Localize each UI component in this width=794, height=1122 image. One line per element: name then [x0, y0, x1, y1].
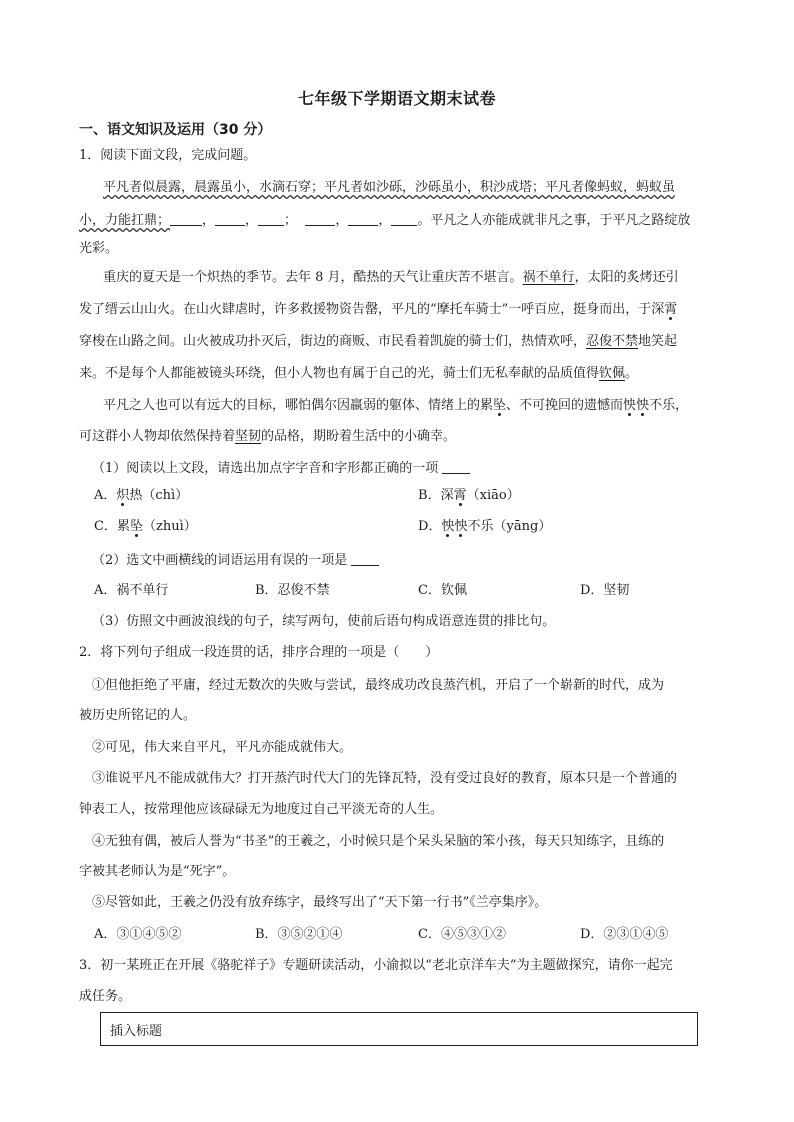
q1-sub2-option-d: D．坚韧 [580, 583, 630, 598]
q2-sentence-2: ②可见，伟大来自平凡，平凡亦能成就伟大。 [92, 740, 353, 755]
q1-stem: 1．阅读下面文段，完成问题。 [79, 148, 257, 163]
q2-option-c: C．④⑤③①② [418, 927, 506, 942]
underlined-word-renjunbujin: 忍俊不禁 [586, 334, 639, 349]
text-run: （1）阅读以上文段，请选出加点字字音和字形都正确的一项 [92, 461, 439, 476]
q1-para3-line1 [103, 396, 688, 416]
sentence-tail: 。平凡之人亦能成就非凡之事，于平凡之路绽放 [417, 213, 691, 228]
q2-sentence-1-line2: 被历史所铭记的人。 [79, 708, 197, 723]
q2-option-a: A．③①④⑤② [94, 927, 182, 942]
text-char: ì [179, 519, 184, 534]
q1-sub2 [92, 551, 379, 571]
dotted-char-chi: 炽 [116, 488, 130, 503]
q2-sentence-3-line2: 钟表工人，按常理他应该碌碌无为地度过自己平淡无奇的人生。 [79, 802, 444, 817]
q2-sentence-1-line1: ①但他拒绝了平庸，经过无数次的失败与尝试，最终成功改良蒸汽机，开启了一个崭新的时代，成为 [92, 678, 665, 693]
text-char: 深 [440, 488, 454, 503]
wavy-sentence-part1: 平凡者似晨露，晨露虽小，水滴石穿；平凡者如沙砾，沙砾虽小，积沙成塔；平凡者像蚂蚁，蚂蚁虽 [103, 180, 676, 195]
text-run: 平凡之人也可以有远大的目标，哪怕偶尔因羸弱的躯体、情绪上的累 [103, 398, 494, 413]
q1-sub1 [92, 459, 470, 479]
q1-sub3: （3）仿照文中画波浪线的句子，续写两句，使前后语句构成语意连贯的排比句。 [92, 614, 556, 629]
q2-option-d: D．②③①④⑤ [580, 927, 669, 942]
q1-sub1-option-d [418, 517, 551, 537]
q2-sentence-3-line1: ③谁说平凡不能成就伟大？打开蒸汽时代大门的先锋瓦特，没有受过良好的教育，原本只是一个普通的 [92, 771, 678, 786]
text-char: ． [427, 488, 441, 503]
q1-wavy-line-1 [103, 178, 675, 198]
separator: ， [378, 213, 392, 228]
text-char: x [479, 488, 487, 503]
wavy-sentence-part2: 小，力能扛鼎； [79, 213, 171, 228]
text-run: 的品格，期盼着生活中的小确幸。 [261, 429, 457, 444]
title-box-text: 插入标题 [110, 1024, 163, 1039]
text-char: 不 [467, 519, 481, 534]
dotted-char-yang-2: 怏 [636, 398, 650, 413]
dotted-char-zhui: 坠 [493, 398, 507, 413]
text-char: ． [103, 519, 117, 534]
fill-blank [391, 211, 417, 226]
q1-para2-line2 [79, 300, 677, 320]
q1-sub2-option-c: C．钦佩 [418, 583, 467, 598]
text-char: 乐 [480, 519, 494, 534]
text-char: y [506, 519, 514, 534]
separator: ， [202, 213, 216, 228]
fill-blank [258, 211, 284, 226]
q1-para3-line2 [79, 427, 456, 447]
q3-stem-line1: 3．初一某班正在开展《骆驼祥子》专题研读活动，小渝拟以“老北京洋车夫”为主题做探究，请你一起完 [79, 958, 673, 973]
q3-stem-line2: 成任务。 [79, 989, 132, 1004]
text-run: （2）选文中画横线的词语运用有误的一项是 [92, 553, 348, 568]
text-char: （ [466, 488, 480, 503]
answer-blank [351, 551, 379, 566]
q2-sentence-4-line2: 字被其老师认为是“死字”。 [79, 864, 236, 879]
text-char: B [418, 488, 428, 503]
q1-sub2-option-b: B．忍俊不禁 [255, 583, 330, 598]
answer-blank [442, 459, 470, 474]
text-char: n [521, 519, 531, 534]
separator: ； [284, 213, 298, 228]
q1-para1-end: 光彩。 [79, 241, 119, 256]
q1-para2-line3 [79, 332, 677, 352]
q1-wavy-line-2 [79, 211, 690, 231]
text-char: o [498, 488, 507, 503]
underlined-word-huobudanxing: 祸不单行 [522, 270, 575, 285]
option-letter: A． [94, 488, 117, 503]
fill-blank [170, 211, 202, 226]
dotted-char: 霄 [453, 488, 467, 503]
q1-sub1-option-b [418, 486, 520, 506]
underlined-word-jianren: 坚韧 [235, 429, 262, 444]
text-char: h [162, 519, 172, 534]
separator: ， [335, 213, 349, 228]
text-char: （ [493, 519, 507, 534]
text-run: 发了缙云山山火。在山火肆虐时，许多救援物资告罄，平凡的“摩托车骑士”一呼百应，挺身而出，于深 [79, 302, 665, 317]
text-char: z [156, 519, 163, 534]
page-title: 七年级下学期语文期末试卷 [297, 89, 496, 108]
text-run: 地笑起 [638, 334, 678, 349]
text-char: D [418, 519, 429, 534]
q2-sentence-4-line1: ④无独有偶，被后人誉为“书圣”的王羲之，小时候只是个呆头呆脑的笨小孩，每天只知练字，且练的 [92, 834, 665, 849]
text-run: 不乐， [649, 398, 689, 413]
section-heading: 一、语文知识及运用（30 分） [79, 122, 272, 138]
q2-stem: 2．将下列句子组成一段连贯的话，排序合理的一项是（ ） [79, 645, 439, 660]
fill-blank [348, 211, 378, 226]
text-char: i [486, 488, 492, 503]
fill-blank [215, 211, 245, 226]
text-char: ． [428, 519, 442, 534]
text-run: ，太阳的炙烤还引 [574, 270, 679, 285]
text-char: ） [506, 488, 520, 503]
q1-sub1-option-a [94, 486, 188, 506]
text-char: ） [183, 519, 197, 534]
text-char: u [171, 519, 180, 534]
text-char: C [94, 519, 104, 534]
text-run: 、不可挽回的遗憾而 [506, 398, 624, 413]
fill-blank [305, 211, 335, 226]
text-run: 来。不是每个人都能被镜头环绕，但小人物也有属于自己的光，骑士们无私奉献的品质值得 [79, 366, 600, 381]
dotted-char: 怏 [441, 519, 455, 534]
text-run: 可这群小人物却依然保持着 [79, 429, 236, 444]
dotted-char-yang-1: 怏 [623, 398, 637, 413]
q1-para2-line4 [79, 364, 638, 384]
text-run: 。 [625, 366, 639, 381]
separator: ， [245, 213, 259, 228]
text-char: g [530, 519, 539, 534]
text-run: 重庆的夏天是一个炽热的季节。去年 8 月，酷热的天气让重庆苦不堪言。 [103, 270, 523, 285]
text-char: （ [143, 519, 157, 534]
title-box [100, 1012, 698, 1046]
q2-sentence-5: ⑤尽管如此，王羲之仍没有放弃练字，最终写出了“天下第一行书”《兰亭集序》。 [92, 895, 548, 910]
dotted-char: 坠 [129, 519, 143, 534]
underlined-word-qinpei: 钦佩 [599, 366, 626, 381]
q1-sub1-option-c [94, 517, 197, 537]
q1-para2-line1 [103, 268, 679, 288]
text-run: 穿梭在山路之间。山火被成功扑灭后，街边的商贩、市民看着凯旋的骑士们，热情欢呼， [79, 334, 587, 349]
dotted-char-xiao: 霄 [664, 302, 678, 317]
text-char: ā [513, 519, 522, 534]
text-char: ā [491, 488, 499, 503]
text-run: 热（chì） [129, 488, 189, 503]
q2-option-b: B．③⑤②①④ [255, 927, 343, 942]
text-char: 累 [116, 519, 130, 534]
q1-sub2-option-a: A．祸不单行 [94, 583, 169, 598]
dotted-char: 怏 [454, 519, 468, 534]
text-char: ） [538, 519, 552, 534]
